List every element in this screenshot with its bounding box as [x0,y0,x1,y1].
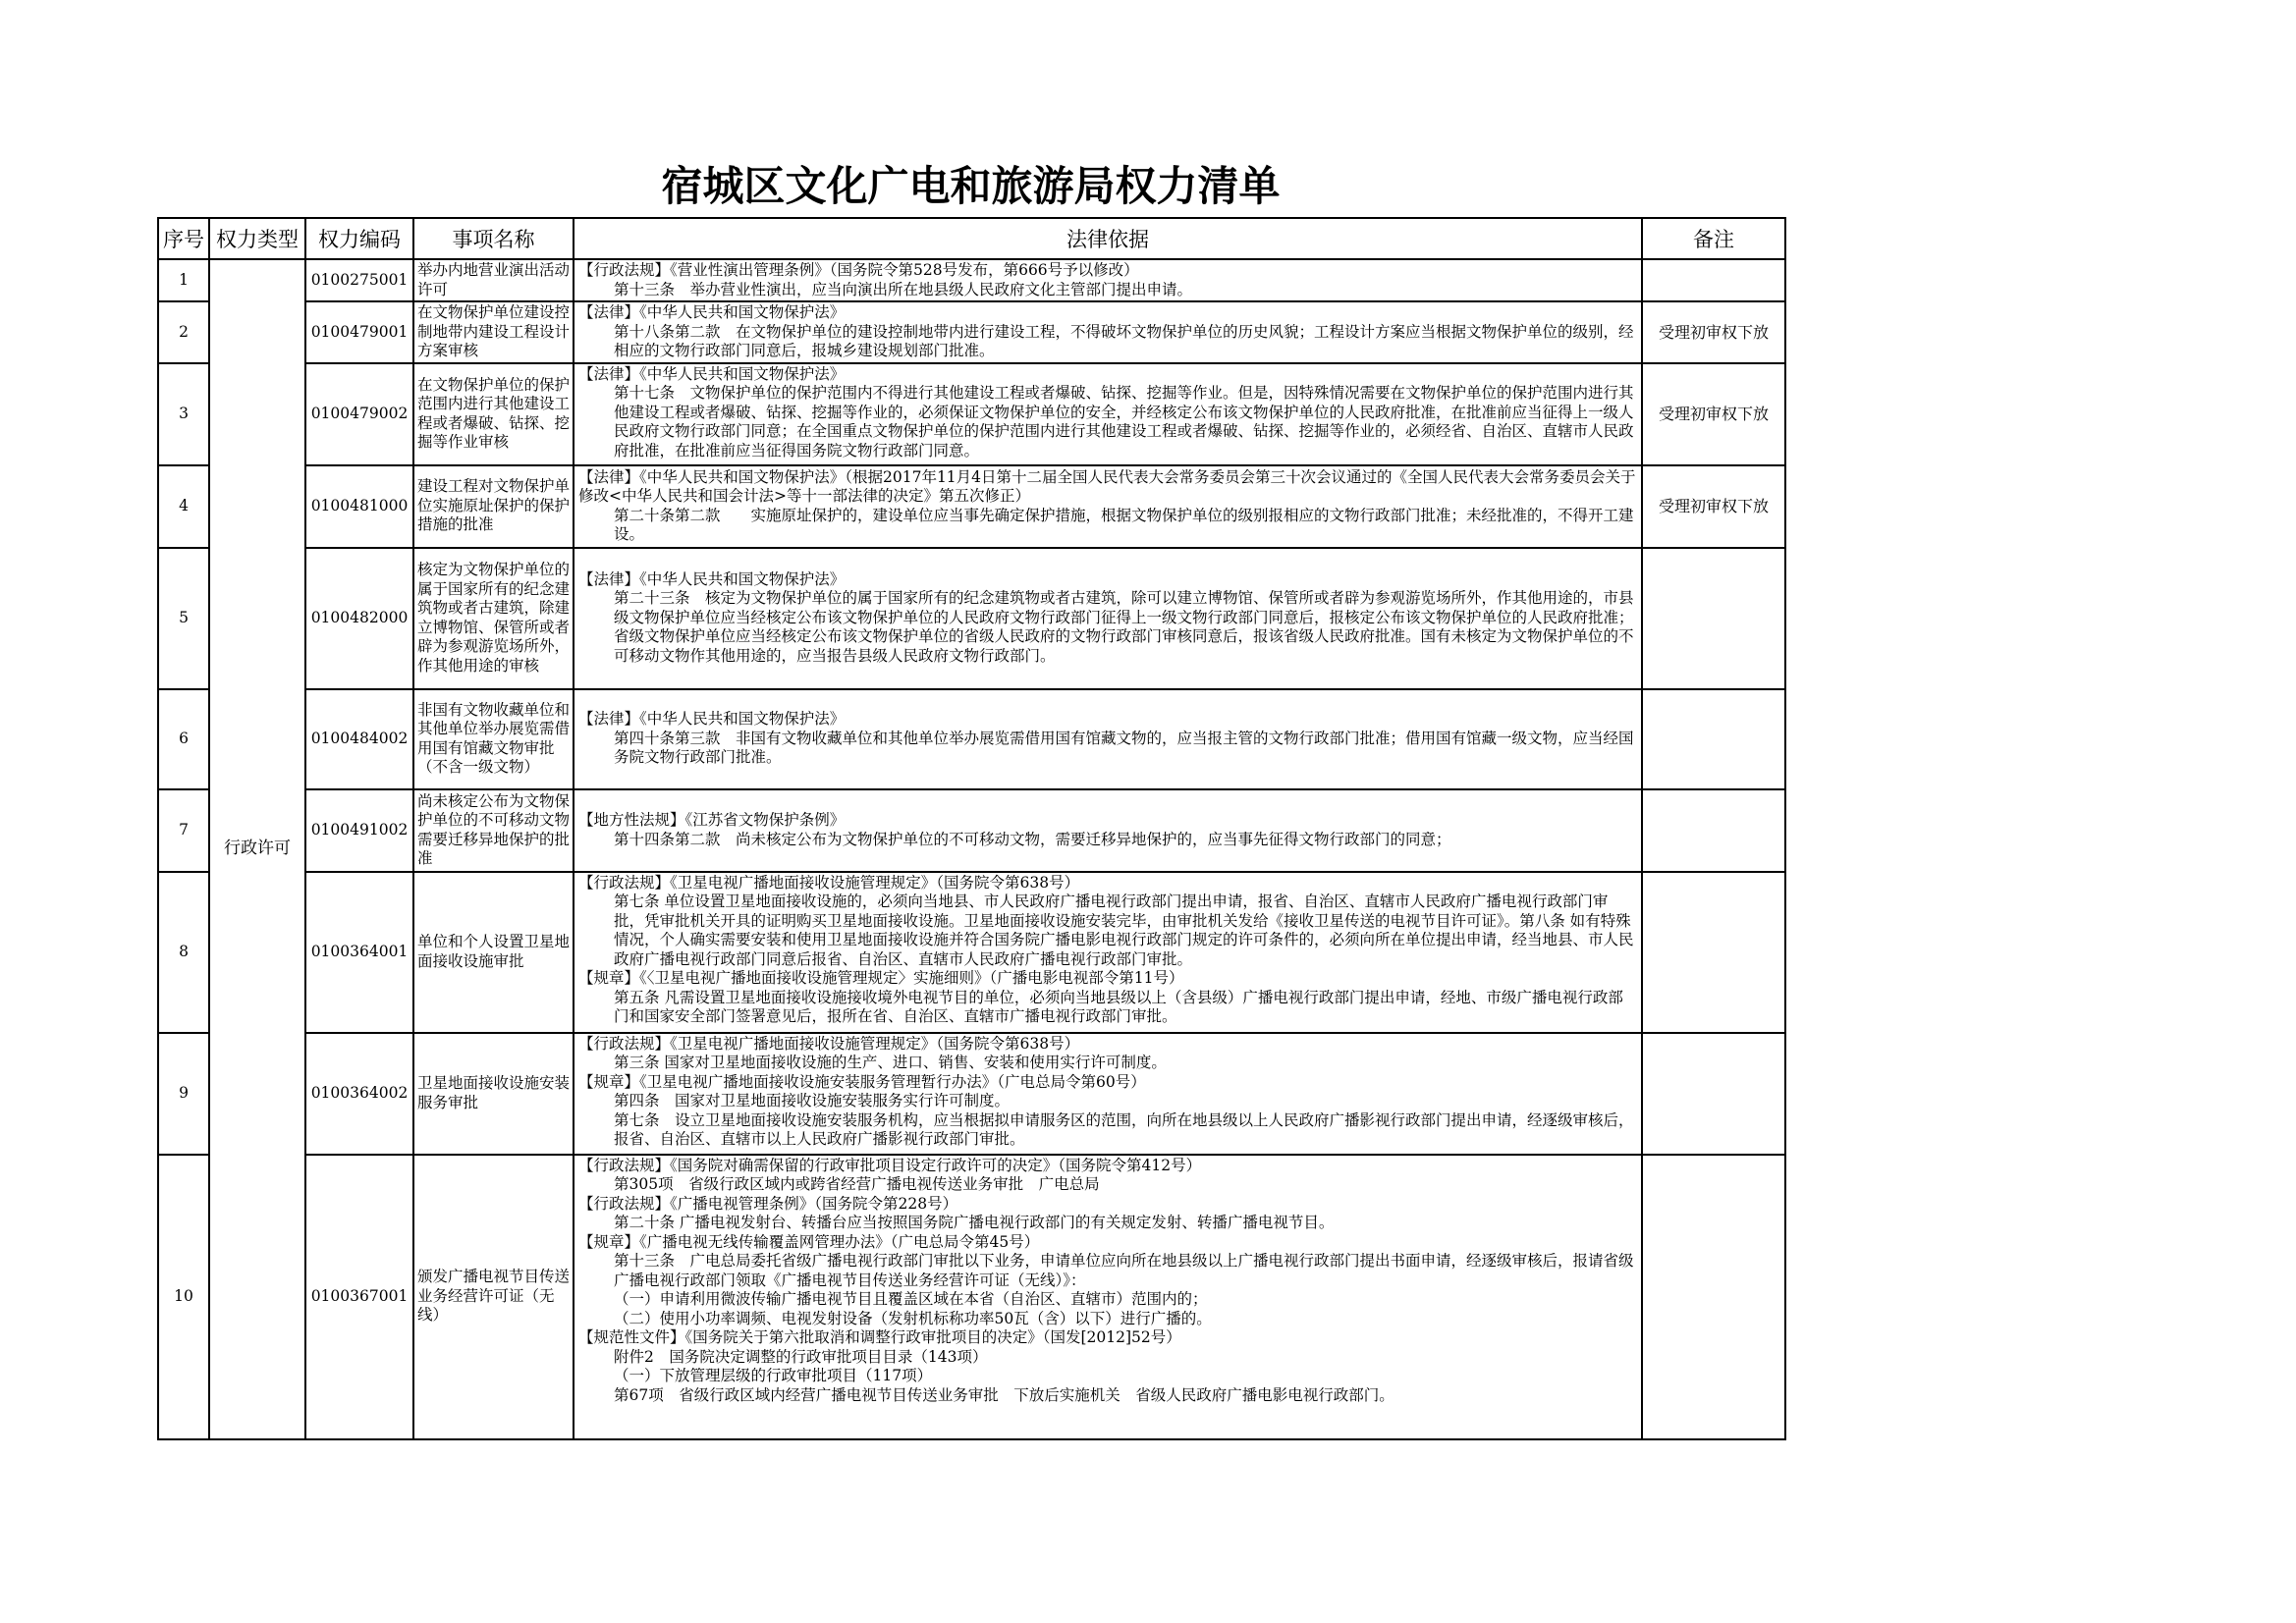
row-code: 0100481000 [305,465,413,548]
row-seq: 8 [158,872,209,1033]
power-type-cell: 行政许可 [209,259,305,1439]
legal-basis-line: 第十四条第二款 尚未核定公布为文物保护单位的不可移动文物，需要迁移异地保护的，应当事先征得文物行政部门的同意； [614,830,1451,848]
row-legal-basis [574,259,1642,301]
row-legal-basis [574,465,1642,548]
legal-basis-line: 第四条 国家对卫星地面接收设施安装服务实行许可制度。 [614,1092,1011,1109]
row-code: 0100275001 [305,259,413,301]
row-name: 举办内地营业演出活动许可 [413,259,574,301]
legal-basis-line: 第三条 国家对卫星地面接收设施的生产、进口、销售、安装和使用实行许可制度。 [614,1054,1167,1071]
legal-basis-line: 【法律】《中华人民共和国文物保护法》 [578,710,846,729]
header-type: 权力类型 [209,218,305,259]
row-code: 0100364001 [305,872,413,1033]
legal-basis-line: 【行政法规】《卫星电视广播地面接收设施管理规定》（国务院令第638号） [578,1034,1080,1053]
table-row [158,301,1785,363]
row-seq: 9 [158,1033,209,1155]
header-code: 权力编码 [305,218,413,259]
page-title: 宿城区文化广电和旅游局权力清单 [661,162,1281,210]
row-name: 颁发广播电视节目传送业务经营许可证（无线） [413,1155,574,1439]
legal-basis-line: 【行政法规】《卫星电视广播地面接收设施管理规定》（国务院令第638号） [578,873,1080,892]
row-legal-basis [574,363,1642,465]
row-seq: 1 [158,259,209,301]
row-note [1642,789,1785,872]
row-seq: 2 [158,301,209,363]
table-row [158,259,1785,301]
row-code: 0100482000 [305,548,413,689]
row-seq: 7 [158,789,209,872]
row-name: 卫星地面接收设施安装服务审批 [413,1033,574,1155]
legal-basis-line: 【法律】《中华人民共和国文物保护法》 [578,303,846,321]
row-legal-basis [574,301,1642,363]
row-legal-basis [574,689,1642,789]
row-legal-basis [574,548,1642,689]
header-name: 事项名称 [413,218,574,259]
row-seq: 10 [158,1155,209,1439]
row-note [1642,259,1785,301]
row-seq: 6 [158,689,209,789]
power-list-table [157,217,1786,1440]
row-name: 在文物保护单位建设控制地带内建设工程设计方案审核 [413,301,574,363]
legal-basis-line: 第七条 单位设置卫星地面接收设施的，必须向当地县、市人民政府广播电视行政部门提出申请，报省、自治区、直辖市人民政府广播电视行政部门审批，凭审批机关开具的证明购买卫星地面接收设施。卫星地面接收设施安装完毕，由审批机关发给《接收卫星传送的电视节目许可证》。第八条 如有特殊情况，个人确实需要安装和使用卫星地面接收设施并符合国务院广播电影电视行政部门规定的许可条件的，必须向所在单位提出申请，经当地县、市人民政府广播电视行政部门同意后报省、自治区、直辖市人民政府广播电视行政部门审批。 [614,893,1634,968]
row-name: 单位和个人设置卫星地面接收设施审批 [413,872,574,1033]
legal-basis-line: 第五条 凡需设置卫星地面接收设施接收境外电视节目的单位，必须向当地县级以上（含县级）广播电视行政部门提出申请，经地、市级广播电视行政部门和国家安全部门签署意见后，报所在省、自治区、直辖市广播电视行政部门审批。 [614,988,1623,1025]
legal-basis-line: 第二十条 广播电视发射台、转播台应当按照国务院广播电视行政部门的有关规定发射、转播广播电视节目。 [614,1214,1335,1231]
table-row [158,1155,1785,1439]
legal-basis-line: 第十三条 广电总局委托省级广播电视行政部门审批以下业务，申请单位应向所在地县级以上广播电视行政部门提出书面申请，经逐级审核后，报请省级广播电视行政部门领取《广播电视节目传送业务经营许可证（无线）》： [614,1252,1634,1289]
row-legal-basis [574,1033,1642,1155]
row-code: 0100367001 [305,1155,413,1439]
header-note: 备注 [1642,218,1785,259]
legal-basis-line: 第67项 省级行政区域内经营广播电视节目传送业务审批 下放后实施机关 省级人民政府广播电影电视行政部门。 [614,1385,1394,1404]
row-note [1642,689,1785,789]
legal-basis-line: 第305项 省级行政区域内或跨省经营广播电视传送业务审批 广电总局 [614,1175,1100,1193]
header-seq: 序号 [158,218,209,259]
row-code: 0100364002 [305,1033,413,1155]
table-row [158,465,1785,548]
table-body [158,259,1785,1439]
row-legal-basis [574,789,1642,872]
table-header-row [158,218,1785,259]
row-name: 核定为文物保护单位的属于国家所有的纪念建筑物或者古建筑，除建立博物馆、保管所或者辟为参观游览场所外，作其他用途的审核 [413,548,574,689]
legal-basis-line: 【规章】《卫星电视广播地面接收设施安装服务管理暂行办法》（广电总局令第60号） [578,1072,1146,1091]
table-row [158,548,1785,689]
row-code: 0100479002 [305,363,413,465]
row-seq: 3 [158,363,209,465]
legal-basis-line: 第二十条第二款 实施原址保护的，建设单位应当事先确定保护措施，根据文物保护单位的级别报相应的文物行政部门批准；未经批准的，不得开工建设。 [614,506,1634,543]
row-name: 建设工程对文物保护单位实施原址保护的保护措施的批准 [413,465,574,548]
row-note: 受理初审权下放 [1642,465,1785,548]
legal-basis-line: 【法律】《中华人民共和国文物保护法》（根据2017年11月4日第十二届全国人民代表大会常务委员会第三十次会议通过的《全国人民代表大会常务委员会关于修改<中华人民共和国会计法>等十一部法律的决定》第五次修正） [578,467,1636,505]
legal-basis-line: 第七条 设立卫星地面接收设施安装服务机构，应当根据拟申请服务区的范围，向所在地县级以上人民政府广播影视行政部门提出申请，经逐级审核后，报省、自治区、直辖市以上人民政府广播影视行政部门审批。 [614,1110,1634,1148]
table-row [158,872,1785,1033]
legal-basis-line: （一）下放管理层级的行政审批项目（117项） [614,1367,933,1384]
row-note [1642,872,1785,1033]
legal-basis-line: 【规范性文件】《国务院关于第六批取消和调整行政审批项目的决定》（国发[2012]52号） [578,1328,1181,1346]
row-legal-basis [574,872,1642,1033]
row-code: 0100491002 [305,789,413,872]
table-row [158,1033,1785,1155]
legal-basis-line: 第十三条 举办营业性演出，应当向演出所在地县级人民政府文化主管部门提出申请。 [614,280,1193,298]
legal-basis-line: 【地方性法规】《江苏省文物保护条例》 [578,811,846,829]
row-name: 尚未核定公布为文物保护单位的不可移动文物需要迁移异地保护的批准 [413,789,574,872]
legal-basis-line: 【行政法规】《国务院对确需保留的行政审批项目设定行政许可的决定》（国务院令第412号） [578,1156,1202,1174]
table-row [158,689,1785,789]
row-note: 受理初审权下放 [1642,363,1785,465]
row-note [1642,1155,1785,1439]
legal-basis-line: 附件2 国务院决定调整的行政审批项目目录（143项） [614,1347,988,1366]
row-note: 受理初审权下放 [1642,301,1785,363]
header-basis: 法律依据 [574,218,1642,259]
row-code: 0100479001 [305,301,413,363]
legal-basis-line: 第十七条 文物保护单位的保护范围内不得进行其他建设工程或者爆破、钻探、挖掘等作业。但是，因特殊情况需要在文物保护单位的保护范围内进行其他建设工程或者爆破、钻探、挖掘等作业的，必须保证文物保护单位的安全，并经核定公布该文物保护单位的人民政府批准，在批准前应当征得上一级人民政府文物行政部门同意；在全国重点文物保护单位的保护范围内进行其他建设工程或者爆破、钻探、挖掘等作业的，必须经省、自治区、直辖市人民政府批准，在批准前应当征得国务院文物行政部门同意。 [614,384,1634,460]
legal-basis-line: 第二十三条 核定为文物保护单位的属于国家所有的纪念建筑物或者古建筑，除可以建立博物馆、保管所或者辟为参观游览场所外，作其他用途的，市县级文物保护单位应当经核定公布该文物保护单位的人民政府文物行政部门征得上一级文物行政部门同意后，报核定公布该文物保护单位的人民政府批准；省级文物保护单位应当经核定公布该文物保护单位的省级人民政府的文物行政部门审核同意后，报该省级人民政府批准。国有未核定为文物保护单位的不可移动文物作其他用途的，应当报告县级人民政府文物行政部门。 [614,589,1634,665]
legal-basis-line: 【行政法规】《广播电视管理条例》（国务院令第228号） [578,1194,958,1213]
legal-basis-line: 【规章】《〈卫星电视广播地面接收设施管理规定〉实施细则》（广播电影电视部令第11号） [578,969,1184,987]
legal-basis-line: 【法律】《中华人民共和国文物保护法》 [578,364,846,383]
legal-basis-line: 【规章】《广播电视无线传输覆盖网管理办法》（广电总局令第45号） [578,1232,1040,1251]
row-code: 0100484002 [305,689,413,789]
row-seq: 5 [158,548,209,689]
row-legal-basis [574,1155,1642,1439]
legal-basis-line: （二）使用小功率调频、电视发射设备（发射机标称功率50瓦（含）以下）进行广播的。 [614,1309,1212,1327]
row-name: 在文物保护单位的保护范围内进行其他建设工程或者爆破、钻探、挖掘等作业审核 [413,363,574,465]
table-row [158,789,1785,872]
legal-basis-line: （一）申请利用微波传输广播电视节目且覆盖区域在本省（自治区、直辖市）范围内的； [614,1290,1208,1308]
legal-basis-line: 第四十条第三款 非国有文物收藏单位和其他单位举办展览需借用国有馆藏文物的，应当报主管的文物行政部门批准；借用国有馆藏一级文物，应当经国务院文物行政部门批准。 [614,729,1634,767]
row-note [1642,548,1785,689]
legal-basis-line: 【行政法规】《营业性演出管理条例》（国务院令第528号发布，第666号予以修改） [578,261,1139,279]
row-seq: 4 [158,465,209,548]
legal-basis-line: 第十八条第二款 在文物保护单位的建设控制地带内进行建设工程，不得破坏文物保护单位的历史风貌；工程设计方案应当根据文物保护单位的级别，经相应的文物行政部门同意后，报城乡建设规划部门批准。 [614,322,1634,359]
table-row [158,363,1785,465]
row-name: 非国有文物收藏单位和其他单位举办展览需借用国有馆藏文物审批（不含一级文物） [413,689,574,789]
legal-basis-line: 【法律】《中华人民共和国文物保护法》 [578,569,846,588]
row-note [1642,1033,1785,1155]
